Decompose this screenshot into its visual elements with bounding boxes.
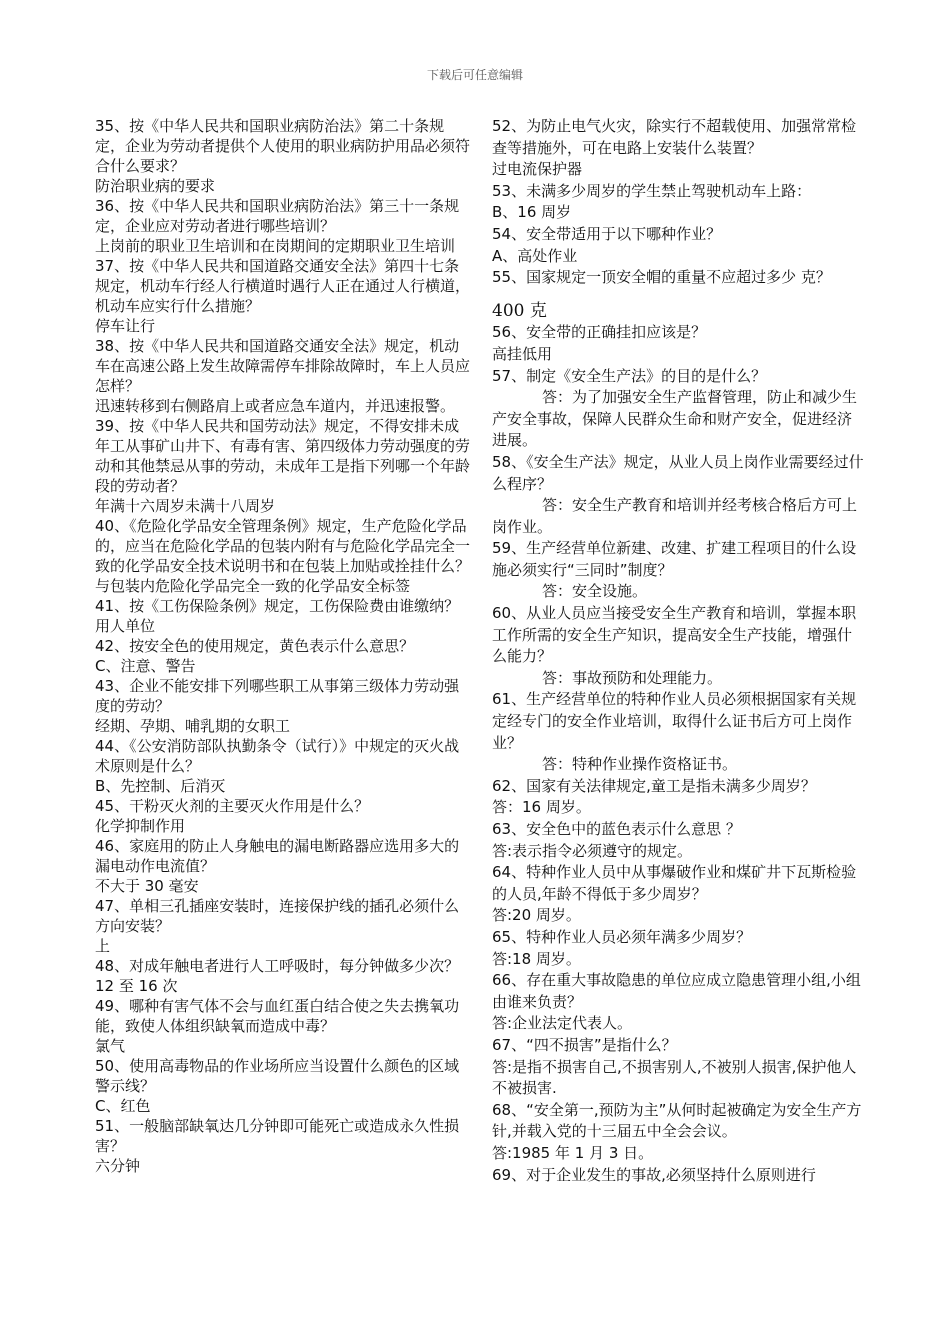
answer-52: 过电流保护器 bbox=[492, 160, 583, 179]
question-57: 57、制定《安全生产法》的目的是什么？ bbox=[492, 366, 767, 385]
question-50: 50、使用高毒物品的作业场所应当设置什么颜色的区域警示线？ bbox=[95, 1057, 460, 1095]
answer-66: 答:企业法定代表人。 bbox=[492, 1014, 633, 1033]
question-39: 39、按《中华人民共和国劳动法》规定，不得安排未成年工从事矿山井下、有毒有害、第四级体力劳动强度的劳动和其他禁忌从事的劳动，未成年工是指下列哪一个年龄段的劳动者？ bbox=[95, 417, 471, 495]
answer-60: 答：事故预防和处理能力。 bbox=[542, 668, 723, 687]
question-42: 42、按安全色的使用规定，黄色表示什么意思？ bbox=[95, 637, 415, 655]
question-36: 36、按《中华人民共和国职业病防治法》第三十一条规定，企业应对劳动者进行哪些培训？ bbox=[95, 197, 460, 235]
page-header: 下载后可任意编辑 bbox=[426, 68, 523, 82]
answer-37: 停车让行 bbox=[95, 317, 156, 335]
question-35: 35、按《中华人民共和国职业病防治法》第二十条规定，企业为劳动者提供个人使用的职业病防护用品必须符合什么要求？ bbox=[95, 117, 471, 175]
question-46: 46、家庭用的防止人身触电的漏电断路器应选用多大的漏电动作电流值？ bbox=[95, 837, 460, 875]
answer-50: C、红色 bbox=[95, 1097, 151, 1115]
question-63: 63、安全色中的蓝色表示什么意思 ？ bbox=[492, 820, 741, 838]
question-59: 59、生产经营单位新建、改建、扩建工程项目的什么设施必须实行“三同时”制度？ bbox=[492, 539, 857, 579]
question-37: 37、按《中华人民共和国道路交通安全法》第四十七条规定，机动车行经人行横道时遇行人正在通过人行横道，机动车应实行什么措施？ bbox=[95, 257, 471, 315]
question-44: 44、《公安消防部队执勤条令（试行）》中规定的灭火战术原则是什么？ bbox=[95, 737, 460, 775]
answer-41: 用人单位 bbox=[95, 617, 156, 635]
question-40: 40、《危险化学品安全管理条例》规定，生产危险化学品的，应当在危险化学品的包装内附有与危险化学品完全一致的化学品安全技术说明书和在包装上加贴或拴挂什么？ bbox=[95, 517, 471, 575]
answer-56: 高挂低用 bbox=[492, 344, 553, 363]
answer-64: 答:20 周岁。 bbox=[492, 906, 581, 925]
right-column bbox=[492, 116, 864, 1186]
answer-45: 化学抑制作用 bbox=[95, 817, 186, 835]
answer-58: 答：安全生产教育和培训并经考核合格后方可上岗作业。 bbox=[492, 496, 858, 536]
answer-35: 防治职业病的要求 bbox=[95, 177, 216, 195]
question-66: 66、存在重大事故隐患的单位应成立隐患管理小组,小组由谁来负责？ bbox=[492, 971, 861, 1011]
question-41: 41、按《工伤保险条例》规定，工伤保险费由谁缴纳？ bbox=[95, 597, 460, 615]
question-61: 61、生产经营单位的特种作业人员必须根据国家有关规定经专门的安全作业培训，取得什么证书后方可上岗作业？ bbox=[492, 690, 857, 752]
question-55: 55、国家规定一顶安全帽的重量不应超过多少 克？ bbox=[492, 268, 831, 287]
left-column bbox=[95, 116, 470, 1176]
answer-39: 年满十六周岁未满十八周岁 bbox=[95, 497, 276, 515]
question-69: 69、对于企业发生的事故,必须坚持什么原则进行 bbox=[492, 1165, 816, 1184]
answer-43: 经期、孕期、哺乳期的女职工 bbox=[95, 717, 291, 735]
answer-36: 上岗前的职业卫生培训和在岗期间的定期职业卫生培训 bbox=[95, 237, 456, 255]
answer-48: 12 至 16 次 bbox=[95, 977, 178, 995]
answer-67: 答:是指不损害自己,不损害别人,不被别人损害,保护他人不被损害. bbox=[492, 1057, 857, 1098]
question-52: 52、为防止电气火灾，除实行不超载使用、加强常常检查等措施外，可在电路上安装什么装置？ bbox=[492, 117, 857, 157]
question-49: 49、哪种有害气体不会与血红蛋白结合使之失去携氧功能，致使人体组织缺氧而造成中毒？ bbox=[95, 997, 460, 1035]
answer-47: 上 bbox=[95, 937, 111, 955]
question-43: 43、企业不能安排下列哪些职工从事第三级体力劳动强度的劳动？ bbox=[95, 677, 460, 715]
question-64: 64、特种作业人员中从事爆破作业和煤矿井下瓦斯检验的人员,年龄不得低于多少周岁？ bbox=[492, 863, 857, 903]
answer-40: 与包装内危险化学品完全一致的化学品安全标签 bbox=[95, 577, 411, 595]
answer-42: C、注意、警告 bbox=[95, 657, 196, 675]
question-56: 56、安全带的正确挂扣应该是？ bbox=[492, 323, 707, 342]
answer-57: 答：为了加强安全生产监督管理，防止和减少生产安全事故，保障人民群众生命和财产安全，促进经济进展。 bbox=[492, 388, 858, 450]
answer-54: A、高处作业 bbox=[492, 246, 578, 265]
question-51: 51、一般脑部缺氧达几分钟即可能死亡或造成永久性损害？ bbox=[95, 1117, 460, 1155]
answer-68: 答:1985 年 1 月 3 日。 bbox=[492, 1143, 654, 1162]
answer-63: 答:表示指令必须遵守的规定。 bbox=[492, 841, 693, 860]
answer-55: 400 克 bbox=[492, 300, 547, 321]
question-60: 60、从业人员应当接受安全生产教育和培训，掌握本职工作所需的安全生产知识，提高安全生产技能，增强什么能力？ bbox=[492, 604, 857, 666]
answer-65: 答:18 周岁。 bbox=[492, 949, 581, 968]
question-53: 53、未满多少周岁的学生禁止驾驶机动车上路： bbox=[492, 181, 812, 200]
answer-53: B、16 周岁 bbox=[492, 203, 572, 222]
answer-46: 不大于 30 毫安 bbox=[95, 877, 199, 895]
answer-62: 答：16 周岁。 bbox=[492, 798, 591, 817]
question-45: 45、干粉灭火剂的主要灭火作用是什么？ bbox=[95, 797, 370, 815]
question-62: 62、国家有关法律规定,童工是指未满多少周岁？ bbox=[492, 776, 816, 795]
answer-49: 氯气 bbox=[95, 1037, 126, 1055]
answer-61: 答：特种作业操作资格证书。 bbox=[542, 755, 738, 774]
answer-38: 迅速转移到右侧路肩上或者应急车道内，并迅速报警。 bbox=[95, 397, 456, 415]
answer-51: 六分钟 bbox=[95, 1157, 141, 1175]
question-67: 67、“四不损害”是指什么？ bbox=[492, 1035, 677, 1054]
answer-44: B、先控制、后消灭 bbox=[95, 777, 226, 795]
question-65: 65、特种作业人员必须年满多少周岁？ bbox=[492, 927, 752, 946]
question-38: 38、按《中华人民共和国道路交通安全法》规定，机动车在高速公路上发生故障需停车排除故障时，车上人员应怎样？ bbox=[95, 337, 471, 395]
question-54: 54、安全带适用于以下哪种作业？ bbox=[492, 224, 722, 243]
question-47: 47、单相三孔插座安装时，连接保护线的插孔必须什么方向安装？ bbox=[95, 897, 460, 935]
answer-59: 答：安全设施。 bbox=[542, 582, 648, 601]
question-58: 58、《安全生产法》规定，从业人员上岗作业需要经过什么程序？ bbox=[492, 452, 864, 493]
question-68: 68、“安全第一,预防为主”从何时起被确定为安全生产方针,并载入党的十三届五中全会会议。 bbox=[492, 1100, 862, 1141]
question-48: 48、对成年触电者进行人工呼吸时，每分钟做多少次？ bbox=[95, 957, 460, 975]
